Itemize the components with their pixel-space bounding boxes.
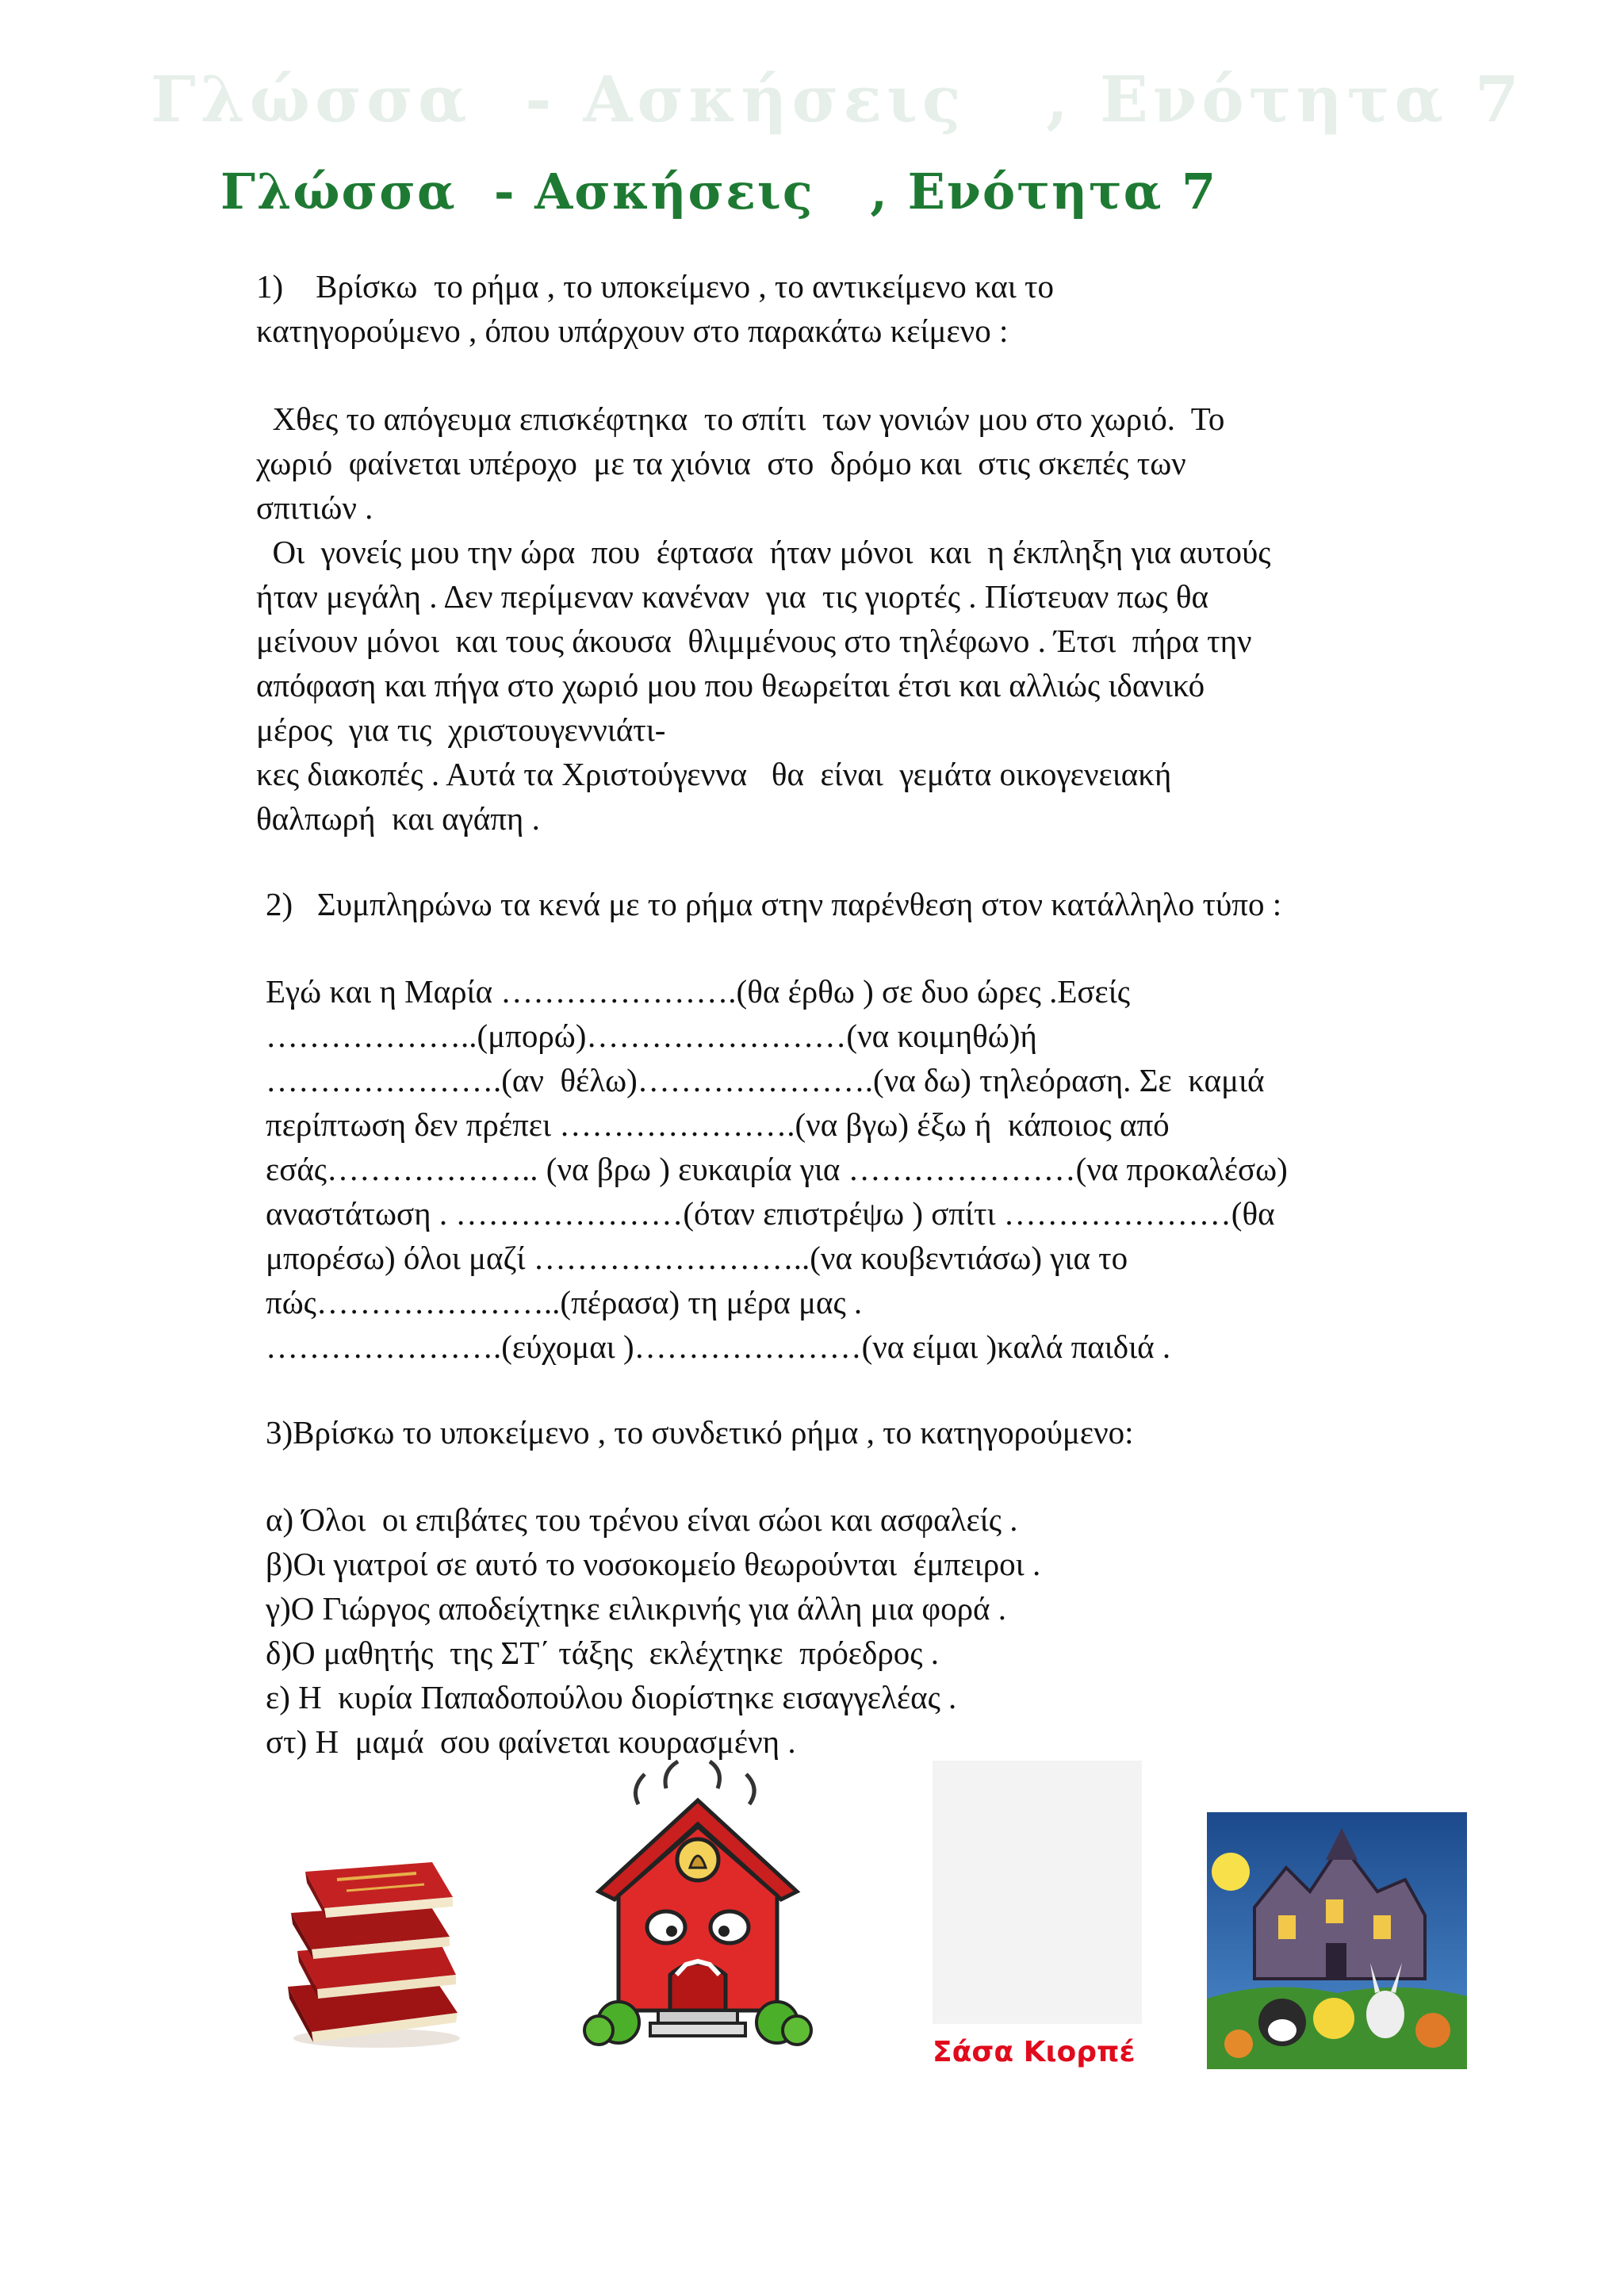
exercise3-item: στ) Η μαμά σου φαίνεται κουρασμένη . bbox=[266, 1723, 796, 1760]
author-name: Σάσα Κιορπέ bbox=[933, 2036, 1136, 2068]
exercise2-text-line: ………………..(μπορώ)……………………(να κοιμηθώ)ή bbox=[266, 1018, 1037, 1054]
exercise3-item: β)Οι γιατροί σε αυτό το νοσοκομείο θεωρούνται έμπειροι . bbox=[266, 1546, 1041, 1582]
exercise3-item: α) Όλοι οι επιβάτες του τρένου είναι σώοι και ασφαλείς . bbox=[266, 1501, 1018, 1538]
exercise1-text-line: απόφαση και πήγα στο χωριό μου που θεωρείται έτσι και αλλιώς ιδανικό bbox=[256, 667, 1205, 703]
exercise1-instruction-line: κατηγορούμενο , όπου υπάρχουν στο παρακάτω κείμενο : bbox=[256, 312, 1009, 349]
house-illustration bbox=[583, 1757, 813, 2066]
exercise1-text-line: Χθες το απόγευμα επισκέφτηκα το σπίτι των γονιών μου στο χωριό. Το bbox=[256, 401, 1225, 437]
exercise2-text-line: περίπτωση δεν πρέπει ………………….(να βγω) έξω ή κάποιος από bbox=[266, 1106, 1170, 1143]
exercise3-item: ε) Η κυρία Παπαδοπούλου διορίστηκε εισαγγελέας . bbox=[266, 1679, 957, 1715]
exercise2-text-line: αναστάτωση . …………………(όταν επιστρέψω ) σπίτι …………………(θα bbox=[266, 1195, 1275, 1232]
exercise2-instruction: 2) Συμπληρώνω τα κενά με το ρήμα στην παρένθεση στον κατάλληλο τύπο : bbox=[266, 886, 1282, 922]
blank-image-placeholder bbox=[933, 1761, 1142, 2024]
exercise2-text-line: ………………….(αν θέλω)………………….(να δω) τηλεόραση. Σε καμιά bbox=[266, 1062, 1265, 1098]
exercise2-text-line: εσάς……………….. (να βρω ) ευκαιρία για …………………(να προκαλέσω) bbox=[266, 1151, 1288, 1187]
exercise1-text-line: θαλπωρή και αγάπη . bbox=[256, 800, 540, 837]
exercise2-text-line: μπορέσω) όλοι μαζί ……………………..(να κουβεντιάσω) για το bbox=[266, 1240, 1128, 1276]
exercise2-text-line: ………………….(εύχομαι )…………………(να είμαι )καλά παιδιά . bbox=[266, 1328, 1171, 1365]
page-title: Γλώσσα - Ασκήσεις , Ενότητα 7 bbox=[220, 163, 1218, 220]
exercise3-item: δ)Ο μαθητής της ΣΤ΄ τάξης εκλέχτηκε πρόεδρος . bbox=[266, 1635, 940, 1671]
exercise3-instruction: 3)Βρίσκω το υποκείμενο , το συνδετικό ρήμα , το κατηγορούμενο: bbox=[266, 1414, 1134, 1451]
watermark-title: Γλώσσα - Ασκήσεις , Ενότητα 7 bbox=[151, 62, 1524, 136]
exercise3-item: γ)Ο Γιώργος αποδείχτηκε ειλικρινής για άλλη μια φορά . bbox=[266, 1590, 1007, 1627]
exercise1-instruction-line: 1) Βρίσκω το ρήμα , το υποκείμενο , το αντικείμενο και το bbox=[256, 268, 1055, 305]
exercise1-text-line: μέρος για τις χριστουγεννιάτι- bbox=[256, 711, 666, 748]
exercise2-text-line: Εγώ και η Μαρία ………………….(θα έρθω ) σε δυο ώρες .Εσείς bbox=[266, 973, 1131, 1010]
exercise1-text-line: ήταν μεγάλη . Δεν περίμεναν κανέναν για τις γιορτές . Πίστευαν πως θα bbox=[256, 578, 1209, 615]
books-illustration bbox=[274, 1824, 472, 2054]
exercise1-text-line: χωριό φαίνεται υπέροχο με τα χιόνια στο δρόμο και στις σκεπές των bbox=[256, 445, 1186, 481]
exercise1-text-line: σπιτιών . bbox=[256, 489, 373, 526]
haunted-house-illustration bbox=[1207, 1812, 1467, 2069]
exercise1-text-line: μείνουν μόνοι και τους άκουσα θλιμμένους στο τηλέφωνο . Έτσι πήρα την bbox=[256, 623, 1252, 659]
exercise1-text-line: κες διακοπές . Αυτά τα Χριστούγεννα θα είναι γεμάτα οικογενειακή bbox=[256, 756, 1172, 792]
exercise1-text-line: Οι γονείς μου την ώρα που έφτασα ήταν μόνοι και η έκπληξη για αυτούς bbox=[256, 534, 1271, 570]
exercise2-text-line: πώς…………………..(πέρασα) τη μέρα μας . bbox=[266, 1284, 863, 1320]
